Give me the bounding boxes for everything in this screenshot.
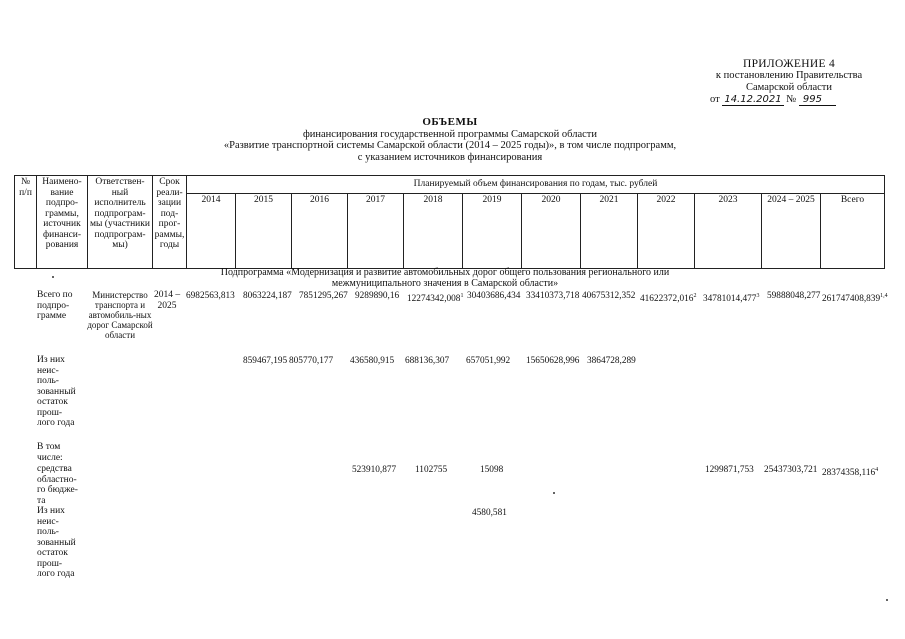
title-line3: «Развитие транспортной системы Самарской области (2014 – 2025 годы)», в том числе подпрограмм, xyxy=(223,140,677,151)
appendix-title: ПРИЛОЖЕНИЕ 4 xyxy=(742,58,835,70)
row-total-period: 2014 – 2025 xyxy=(153,290,181,311)
header-year-2018: 2018 xyxy=(404,194,463,269)
title-heading: ОБЪЕМЫ xyxy=(422,116,478,128)
total-2019: 30403686,434 xyxy=(467,291,521,301)
scan-speck xyxy=(553,492,555,494)
total-2014: 6982563,813 xyxy=(186,291,235,301)
total-2023 xyxy=(703,291,759,304)
unused1-2017: 436580,915 xyxy=(350,356,395,366)
header-executor: Ответствен-ный исполнитель подпрограм-мы (участники подпрограм-мы) xyxy=(88,176,153,269)
scan-speck xyxy=(52,276,54,278)
total-2022-value: 41622372,016 xyxy=(640,294,694,305)
title-line4: с указанием источников финансирования xyxy=(357,151,543,163)
header-year-2024-2025: 2024 – 2025 xyxy=(762,194,821,269)
header-num: № п/п xyxy=(15,176,37,269)
document-title xyxy=(140,117,760,163)
total-2020: 33410373,718 xyxy=(526,291,580,301)
total-2018-value: 12274342,008 xyxy=(407,294,461,305)
unused1-2015: 859467,195 xyxy=(243,356,288,366)
regional-total-value: 28374358,116 xyxy=(822,468,876,479)
row-unused2-label: Из них неис-поль-зованный остаток прош-лого года xyxy=(37,506,76,579)
total-2018 xyxy=(407,291,463,304)
total-2021: 40675312,352 xyxy=(582,291,636,301)
regional-total-note: 4 xyxy=(875,467,879,473)
subprogram-title xyxy=(200,268,690,289)
appendix-block xyxy=(704,58,874,106)
regional-2023: 1299871,753 xyxy=(705,465,754,475)
total-2015: 8063224,187 xyxy=(243,291,292,301)
regional-2017: 523910,877 xyxy=(352,465,397,475)
handwritten-date: 14.12.2021 xyxy=(724,94,782,105)
regional-total xyxy=(822,465,878,478)
unused1-2020: 15650628,996 xyxy=(526,356,580,366)
regional-2019: 15098 xyxy=(480,465,504,475)
subprogram-title-line1: Подпрограмма «Модернизация и развитие автомобильных дорог общего пользования регионального или xyxy=(220,267,670,278)
total-all xyxy=(822,291,888,304)
total-2018-note: 1 xyxy=(460,293,464,299)
row-regional-label-b: средства областно-го бюдже-та xyxy=(37,464,78,506)
header-name: Наимено-вание подпро-граммы, источник финанси-рования xyxy=(37,176,88,269)
unused1-2021: 3864728,289 xyxy=(587,356,636,366)
header-year-2017: 2017 xyxy=(348,194,404,269)
row-total-executor: Министерство транспорта и автомобиль-ных дорог Самарской области xyxy=(87,290,153,340)
header-year-2015: 2015 xyxy=(236,194,292,269)
unused2-2019: 4580,581 xyxy=(472,508,507,518)
header-year-2020: 2020 xyxy=(522,194,581,269)
appendix-date-line xyxy=(710,94,874,106)
header-total: Всего xyxy=(821,194,885,269)
regional-2018: 1102755 xyxy=(415,465,448,475)
unused1-2016: 805770,177 xyxy=(289,356,334,366)
header-planned: Планируемый объем финансирования по годам, тыс. рублей xyxy=(187,176,885,194)
total-all-note: 1,4 xyxy=(880,293,888,299)
row-total-label: Всего по подпро-грамме xyxy=(37,290,73,321)
date-prefix: от xyxy=(710,94,720,105)
row-regional-label-a: В том числе: xyxy=(37,442,63,463)
total-2023-note: 3 xyxy=(756,293,760,299)
number-prefix: № xyxy=(786,94,797,105)
total-2022-note: 2 xyxy=(693,293,697,299)
total-2024-2025: 59888048,277 xyxy=(767,291,821,301)
regional-2024-2025: 25437303,721 xyxy=(764,465,818,475)
header-year-2022: 2022 xyxy=(638,194,695,269)
subprogram-title-line2: межмуниципального значения в Самарской области» xyxy=(331,277,559,289)
header-year-2021: 2021 xyxy=(581,194,638,269)
total-2017: 9289890,16 xyxy=(355,291,400,301)
header-year-2019: 2019 xyxy=(463,194,522,269)
total-2023-value: 34781014,477 xyxy=(703,294,757,305)
total-2016: 7851295,267 xyxy=(299,291,348,301)
appendix-line1: к постановлению Правительства xyxy=(715,70,863,81)
financing-table-header xyxy=(14,175,885,269)
total-all-value: 261747408,839 xyxy=(822,294,881,305)
header-year-2014: 2014 xyxy=(187,194,236,269)
title-line2: финансирования государственной программы Самарской области xyxy=(302,128,597,140)
handwritten-number: 995 xyxy=(799,94,836,106)
unused1-2019: 657051,992 xyxy=(466,356,511,366)
header-year-2016: 2016 xyxy=(292,194,348,269)
scan-speck xyxy=(886,599,888,601)
unused1-2018: 688136,307 xyxy=(405,356,450,366)
row-unused1-label: Из них неис-поль-зованный остаток прош-лого года xyxy=(37,355,76,428)
appendix-line2: Самарской области xyxy=(746,82,832,93)
header-period: Срок реали-зации под-прог-раммы, годы xyxy=(153,176,187,269)
header-year-2023: 2023 xyxy=(695,194,762,269)
total-2022 xyxy=(640,291,696,304)
